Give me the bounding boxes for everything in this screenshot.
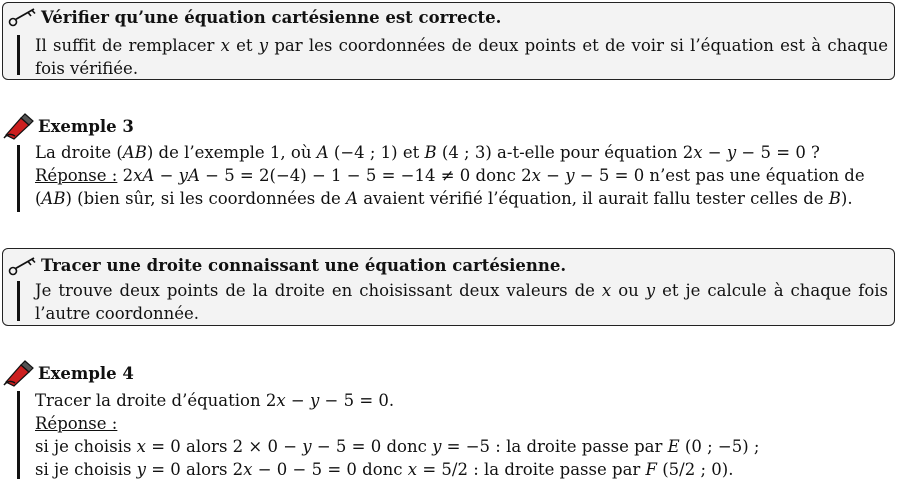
text-line: (𝐴𝐵) (bien sûr, si les coordonnées de 𝐴 avaient vérifié l’équation, il aurait fallu tester celles de 𝐵). [35,189,853,208]
answer-text: 2𝑥𝐴 − 𝑦𝐴 − 5 = 2(−4) − 1 − 5 = −14 ≠ 0 donc 2𝑥 − 𝑦 − 5 = 0 n’est pas une équation de [117,166,865,185]
example-bar [17,391,20,479]
text-line [35,164,895,187]
text-line: Tracer la droite d’équation 2𝑥 − 𝑦 − 5 = 0. [35,391,395,410]
pencil-icon [3,359,35,387]
example-body [35,141,895,210]
method-bar [17,281,20,321]
text-line: fois vérifiée. [35,59,139,78]
example-title: Exemple 4 [38,364,134,383]
method-body [35,34,888,80]
answer-label: Réponse : [35,166,118,185]
text-line [35,412,895,435]
method-body [35,279,888,325]
example-title: Exemple 3 [38,117,134,136]
pencil-icon [3,112,35,140]
example-bar [17,145,20,212]
key-icon [7,6,41,28]
answer-label: Réponse : [35,414,118,433]
method-box-draw [2,248,895,326]
text-line: si je choisis 𝑦 = 0 alors 2𝑥 − 0 − 5 = 0 donc 𝑥 = 5/2 : la droite passe par 𝐹 (5/2 ; 0). [35,460,734,479]
text-line: Je trouve deux points de la droite en choisissant deux valeurs de 𝑥 ou 𝑦 et je calcule à chaque fois [35,281,888,300]
text-line: si je choisis 𝑥 = 0 alors 2 × 0 − 𝑦 − 5 = 0 donc 𝑦 = −5 : la droite passe par 𝐸 (0 ; −5) ; [35,437,760,456]
text-line: Il suffit de remplacer 𝑥 et 𝑦 par les coordonnées de deux points et de voir si l’équation est à chaque [35,36,888,55]
example-body [35,389,895,481]
text-line: l’autre coordonnée. [35,304,200,323]
text-line: La droite (𝐴𝐵) de l’exemple 1, où 𝐴 (−4 ; 1) et 𝐵 (4 ; 3) a-t-elle pour équation 2𝑥 − 𝑦 − 5 = 0 ? [35,143,820,162]
method-bar [17,35,20,75]
method-title: Vérifier qu’une équation cartésienne est correcte. [41,8,502,27]
method-box-verify [2,2,895,80]
method-title: Tracer une droite connaissant une équation cartésienne. [41,256,567,275]
key-icon [7,255,41,277]
